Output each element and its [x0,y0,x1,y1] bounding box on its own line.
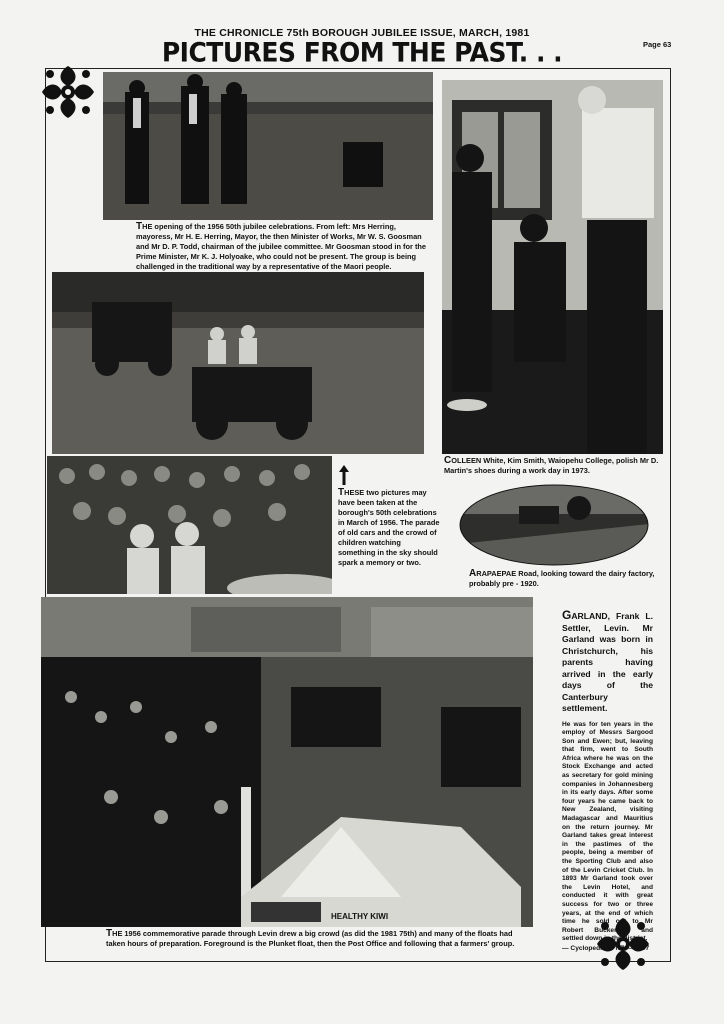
caption-parade [106,929,526,949]
caption-arapaepae [469,569,665,589]
headline: PICTURES FROM THE PAST. . . [161,37,563,68]
caption-these [338,488,440,568]
photo-children-crowd [47,456,332,594]
caption-opening [136,222,432,272]
garland-bio [562,610,653,952]
caption-arapaepae-text: RAPAEPAE Road, looking toward the dairy factory, probably pre - 1920. [469,569,655,588]
fleur-ornament-icon [38,62,98,122]
caption-colleen-dropcap: C [444,455,452,466]
photo-arapaepae-road [459,484,649,566]
garland-dropcap: G [562,608,572,622]
caption-arapaepae-dropcap: A [469,568,477,579]
photo-old-cars [52,272,424,454]
photo-shoe-polishing [442,80,663,454]
caption-opening-text: HE opening of the 1956 50th jubilee celebrations. From left: Mrs Herring, mayoress, Mr H. E. Herring, Mayor, the then Minister of Works, Mr W. S. Goosman and Mr D. P. Todd, chairman of the jubilee committee. Mr Goosman stood in for the Prime Minister, Mr K. J. Holyoake, who could not be present. The group is being challenged in the traditional way by a representative of the Maori people. [136,222,427,271]
garland-body: He was for ten years in the employ of Messrs Sargood Son and Ewen; but, leaving that firm, went to South Africa where he was on the Stock Exchange and acted as secretary for gold mining companies in Johannesberg in its early days. After some four years he came back to New Zealand, visiting Madagascar and Mauritius on the return journey. Mr Garland takes great interest in the pastimes of the people, being a member of the Sporting Club and also of the Levin Cricket Club. In 1893 Mr Garland took over the Levin Hotel, and conducted it with great success for two or three years, at the end of which time he sold out to Mr Robert Buckeridge and settled down in the district. [562,720,653,943]
caption-these-text: HESE two pictures may have been taken at the borough's 50th celebrations in March of 1956. The parade of old cars and the crowd of children watching something in the sky should spark a memory or two. [338,488,440,567]
photo-parade [41,597,533,927]
garland-lead [562,610,653,715]
page-number: Page 63 [643,40,672,49]
photo-jubilee-opening [103,72,433,220]
float-banner-text: HEALTHY KIWI [331,912,389,921]
caption-parade-text: HE 1956 commemorative parade through Levin drew a big crowd (as did the 1981 75th) and many of the floats had taken hours of preparation. Foreground is the Plunket float, then the Post Office and following that a farmers' group. [106,929,515,948]
garland-lead-text: ARLAND, Frank L. Settler, Levin. Mr Garland was born in Christchurch, his parents having arrived in the early days of the Canterbury settlement. [562,611,653,713]
caption-colleen-text: OLLEEN White, Kim Smith, Waiopehu College, polish Mr D. Martin's shoes during a work day in 1973. [444,456,659,475]
caption-opening-dropcap: T [136,221,143,232]
caption-these-dropcap: T [338,487,345,498]
garland-source: — Cyclopedia of NZ — 1897 [562,944,650,952]
masthead: THE CHRONICLE 75th BOROUGH JUBILEE ISSUE, MARCH, 1981 [194,27,530,39]
caption-parade-dropcap: T [106,928,113,939]
caption-colleen [444,456,666,476]
arrow-up-icon [337,464,351,486]
